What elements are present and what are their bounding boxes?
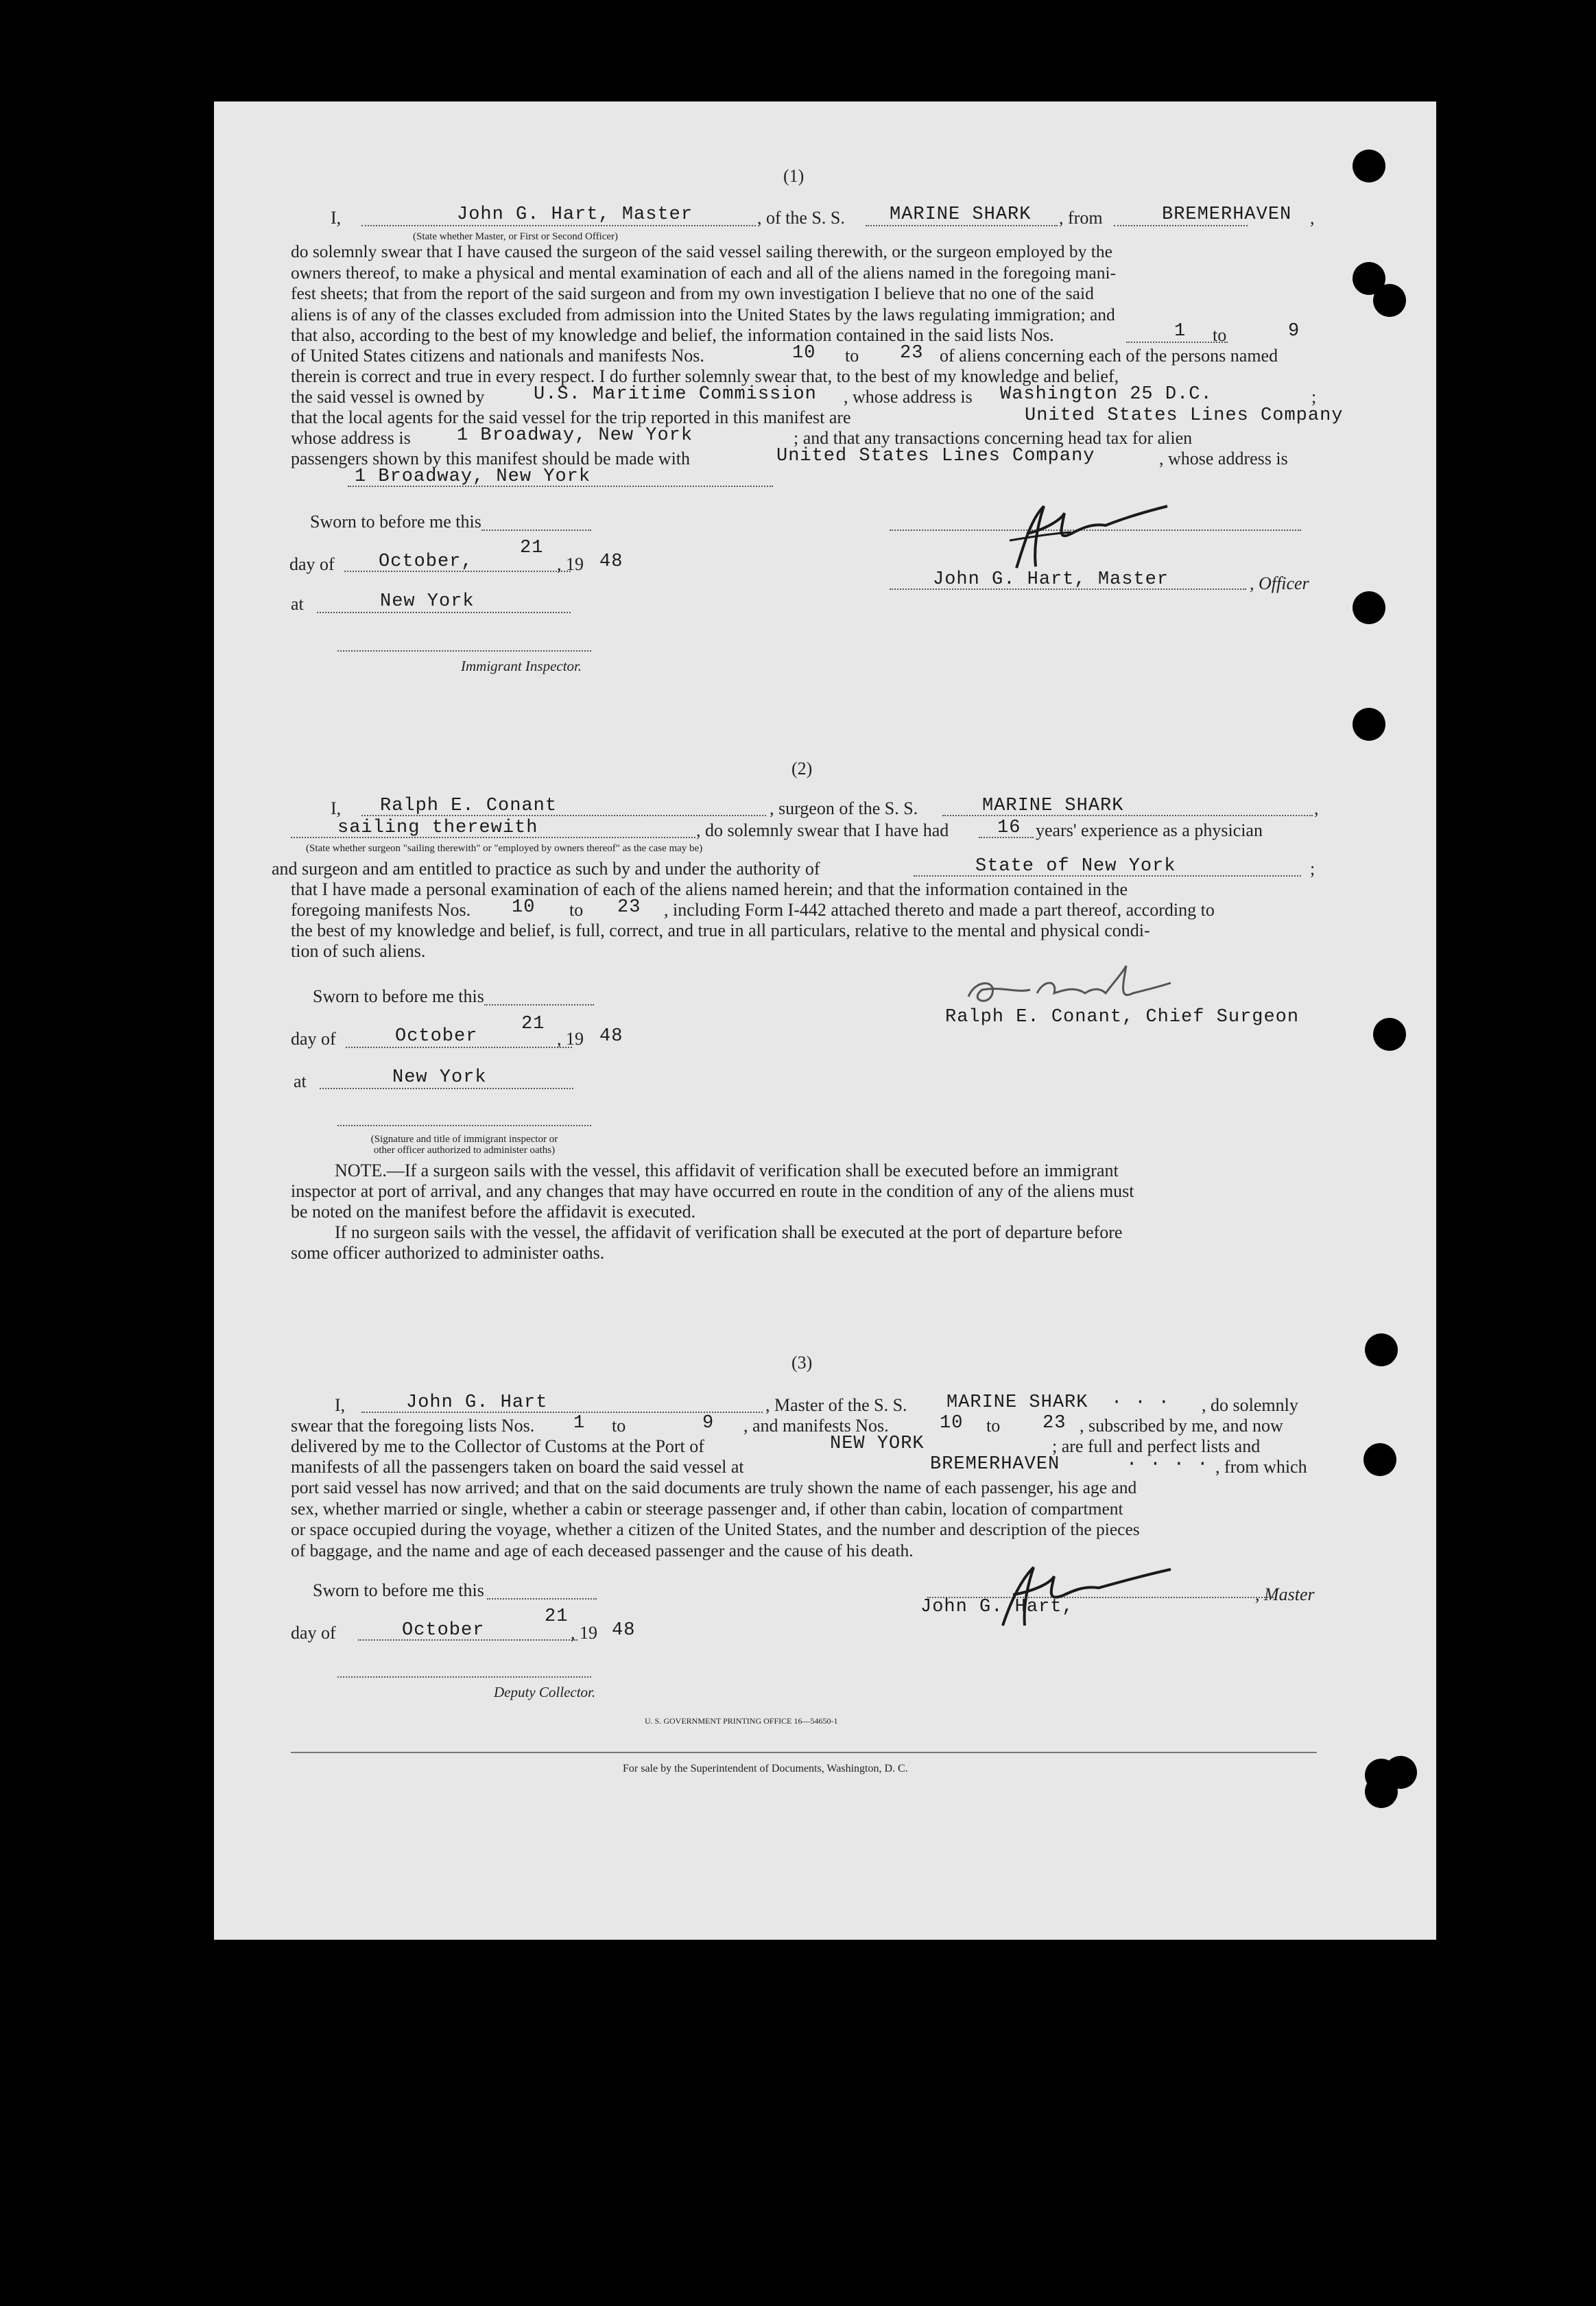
note-line: If no surgeon sails with the vessel, the affidavit of verification shall be executed at the port of departure before [335,1222,1123,1242]
arrival-port: NEW YORK [830,1434,925,1454]
oath-month: October, [379,551,473,572]
manifests-from: 10 [940,1413,964,1434]
sworn-line [484,1004,594,1006]
head-tax-text: ; and that any transactions concerning head tax for alien [794,428,1193,448]
sworn-line [487,1598,597,1600]
correct-line: therein is correct and true in every respect. I do further solemnly swear that, to the best of my knowledge and belief, [291,366,1119,386]
printing-office: U. S. GOVERNMENT PRINTING OFFICE 16—54650-1 [645,1716,838,1726]
body-line: aliens is of any of the classes excluded from admission into the United States by the laws regulating immigration; and [291,304,1115,324]
authority-text: and surgeon and am entitled to practice as such by and under the authority of [272,859,820,879]
do-solemnly: , do solemnly [1202,1395,1298,1415]
manifests-from: 10 [792,343,816,364]
year-prefix: , 19 [557,1029,584,1049]
head-tax-whose: , whose address is [1159,449,1288,468]
sworn-label: Sworn to before me this [313,986,484,1006]
sale-note: For sale by the Superintendent of Documents, Washington, D. C. [623,1763,908,1774]
manifests-to: 23 [900,343,924,364]
oath-year: 48 [599,551,623,572]
note-line: some officer authorized to administer oaths. [291,1243,605,1263]
year-prefix: , 19 [557,554,584,574]
lists-to: 9 [1288,321,1300,342]
year-prefix: , 19 [571,1623,597,1643]
rank-note: (State whether Master, or First or Second Officer) [413,231,619,242]
from-which: , from which [1215,1457,1307,1477]
manifests-to: 23 [617,897,641,918]
passengers-text: passengers shown by this manifest should be made with [291,449,691,468]
body-line: sex, whether married or single, whether a cabin or steerage passenger and, if other than cabin, location of compartment [291,1498,1123,1519]
surgeon-name: Ralph E. Conant [380,796,558,816]
sailing-note: (State whether surgeon "sailing therewith" or "employed by owners thereof" as the case may be) [306,843,703,854]
sworn-label: Sworn to before me this [310,512,481,532]
agents-address-label: whose address is [291,428,411,448]
manifests-text: , and manifests Nos. [743,1416,889,1436]
day-line [346,1047,572,1048]
at-label: at [291,594,304,614]
oath-day: 21 [520,538,544,558]
sworn-label: Sworn to before me this [313,1580,484,1600]
binder-hole [1373,1018,1406,1051]
of-the-ss-label: , of the S. S. [757,208,845,228]
officer-label: , Officer [1250,573,1309,593]
collector-line [337,1676,591,1678]
affiant-i: I, [331,798,342,818]
oath-place: New York [392,1067,487,1088]
sworn-line [481,530,591,531]
oath-year: 48 [612,1620,636,1641]
body-line: do solemnly swear that I have caused the surgeon of the said vessel sailing therewith, or the surgeon employed by the [291,241,1112,261]
exam-line: that I have made a personal examination of each of the aliens named herein; and that the information contained in the [291,879,1128,899]
agents-address: 1 Broadway, New York [457,425,693,446]
lists-to: 9 [702,1413,715,1434]
whose-address-text: , whose address is [844,387,973,407]
place-line [320,1088,573,1089]
binder-hole [1373,284,1406,317]
to-word: to [1213,325,1227,345]
vessel-name: MARINE SHARK [946,1392,1088,1413]
subscribed-text: , subscribed by me, and now [1080,1416,1283,1436]
to-word: to [845,346,859,366]
binder-hole [1365,1775,1398,1808]
place-line [317,612,571,613]
inspector-label: Immigrant Inspector. [461,658,582,674]
affiant-i: I, [331,208,342,228]
from-label: , from [1059,208,1103,228]
tion-line: tion of such aliens. [291,941,426,961]
binder-hole [1363,1443,1396,1476]
affiant-i: I, [335,1395,346,1415]
to-word: to [569,900,584,920]
surgeon-signer: Ralph E. Conant, Chief Surgeon [945,1007,1300,1027]
departure-port: BREMERHAVEN [930,1454,1060,1475]
authority: State of New York [975,856,1176,877]
owner-address: Washington 25 D.C. [1000,384,1213,405]
oath-place: New York [380,591,475,612]
at-label: at [294,1071,307,1091]
section-1-number: (1) [783,166,805,186]
collector-label: Deputy Collector. [494,1684,596,1700]
note-line: inspector at port of arrival, and any changes that may have occurred en route in the condition of any of the aliens must [291,1181,1134,1201]
foregoing-text: foregoing manifests Nos. [291,900,471,920]
note-label [335,1161,1119,1181]
master-label: , Master [1255,1584,1315,1604]
manifests-to: 23 [1043,1413,1067,1434]
sig-note-2: other officer authorized to administer oaths) [373,1145,556,1156]
including-text: , including Form I-442 attached thereto and made a part thereof, according to [664,900,1215,920]
comma: , [1314,798,1319,818]
master-signature [982,1557,1174,1632]
day-of-label: day of [289,554,335,574]
master-name: John G. Hart [406,1392,548,1413]
vessel-dots: · · · [1111,1392,1171,1413]
vessel-name: MARINE SHARK [982,796,1124,816]
body-line: that also, according to the best of my knowledge and belief, the information contained in the said lists Nos. [291,325,1054,345]
body-line: fest sheets; that from the report of the said surgeon and from my own investigation I believe that no one of the said [291,283,1094,303]
oath-month: October [402,1620,485,1641]
citizens-text: of United States citizens and nationals and manifests Nos. [291,346,704,366]
note-line: —If a surgeon sails with the vessel, this affidavit of verification shall be executed before an immigrant [386,1161,1119,1180]
delivered-text: delivered by me to the Collector of Customs at the Port of [291,1436,704,1456]
head-tax-address: 1 Broadway, New York [355,466,591,487]
binder-hole [1353,708,1385,741]
manifest-page [214,102,1436,1940]
oath-day: 21 [545,1606,569,1627]
section-2-number: (2) [791,759,813,778]
day-of-label: day of [291,1623,336,1643]
note-line: be noted on the manifest before the affidavit is executed. [291,1202,696,1222]
oath-year: 48 [599,1026,623,1047]
to-word: to [612,1416,626,1436]
owned-text: the said vessel is owned by [291,387,485,407]
lists-from: 1 [1174,321,1187,342]
oath-day: 21 [521,1014,545,1034]
departure-dots: · · · · [1126,1454,1209,1475]
sig-note-1: (Signature and title of immigrant inspector or [370,1134,558,1145]
owner: U.S. Maritime Commission [534,384,817,405]
section-1-body [291,241,1316,325]
footer-rule [291,1752,1317,1753]
vessel-name: MARINE SHARK [890,204,1032,225]
master-of-label: , Master of the S. S. [765,1395,907,1415]
body-line: or space occupied during the voyage, whether a citizen of the United States, and the number and description of the pieces [291,1519,1140,1539]
agents: United States Lines Company [1025,405,1344,426]
note-label-text: NOTE. [335,1161,387,1180]
surgeon-of-label: , surgeon of the S. S. [770,798,918,818]
manifests-line: manifests of all the passengers taken on board the said vessel at [291,1457,744,1477]
section-3-body [291,1477,1316,1561]
semicolon: ; [1311,387,1317,407]
best-line: the best of my knowledge and belief, is full, correct, and true in all particulars, relative to the mental and physical condi- [291,920,1150,940]
swear-text: swear that the foregoing lists Nos. [291,1416,535,1436]
body-line: of baggage, and the name and age of each deceased passenger and the cause of his death. [291,1540,914,1560]
section-3-number: (3) [791,1353,813,1372]
surgeon-signature [955,959,1174,1014]
swear-text: , do solemnly swear that I have had [696,820,949,840]
inspector-line [337,1125,591,1126]
semicolon: ; [1310,859,1315,879]
body-line: port said vessel has now arrived; and that on the said documents are truly shown the name of each passenger, his age and [291,1477,1137,1497]
body-line: owners thereof, to make a physical and mental examination of each and all of the aliens named in the foregoing mani- [291,262,1117,283]
head-tax-address-line [348,486,773,487]
binder-hole [1353,150,1385,182]
years: 16 [997,818,1021,838]
vessel-line [866,225,1058,226]
to-word: to [986,1416,1001,1436]
binder-hole [1353,591,1385,624]
experience-text: years' experience as a physician [1036,820,1263,840]
officer-name: John G. Hart, Master [933,569,1169,590]
binder-hole [1365,1333,1398,1366]
master-signature [996,492,1174,575]
head-tax-party: United States Lines Company [776,446,1095,466]
agents-text: that the local agents for the said vessel for the trip reported in this manifest are [291,407,851,427]
oath-month: October [395,1026,478,1047]
perfect-text: ; are full and perfect lists and [1052,1436,1261,1456]
master-signer: John G. Hart, [920,1597,1074,1617]
departure-port: BREMERHAVEN [1162,204,1292,225]
port-line [1114,225,1248,226]
port-comma: , [1310,208,1315,228]
lists-from: 1 [573,1413,586,1434]
inspector-line [337,650,591,652]
manifests-from: 10 [512,897,536,918]
sailing-status: sailing therewith [337,818,538,838]
master-name: John G. Hart, Master [457,204,693,225]
aliens-text: of aliens concerning each of the persons named [940,346,1278,366]
day-of-label: day of [291,1029,336,1049]
